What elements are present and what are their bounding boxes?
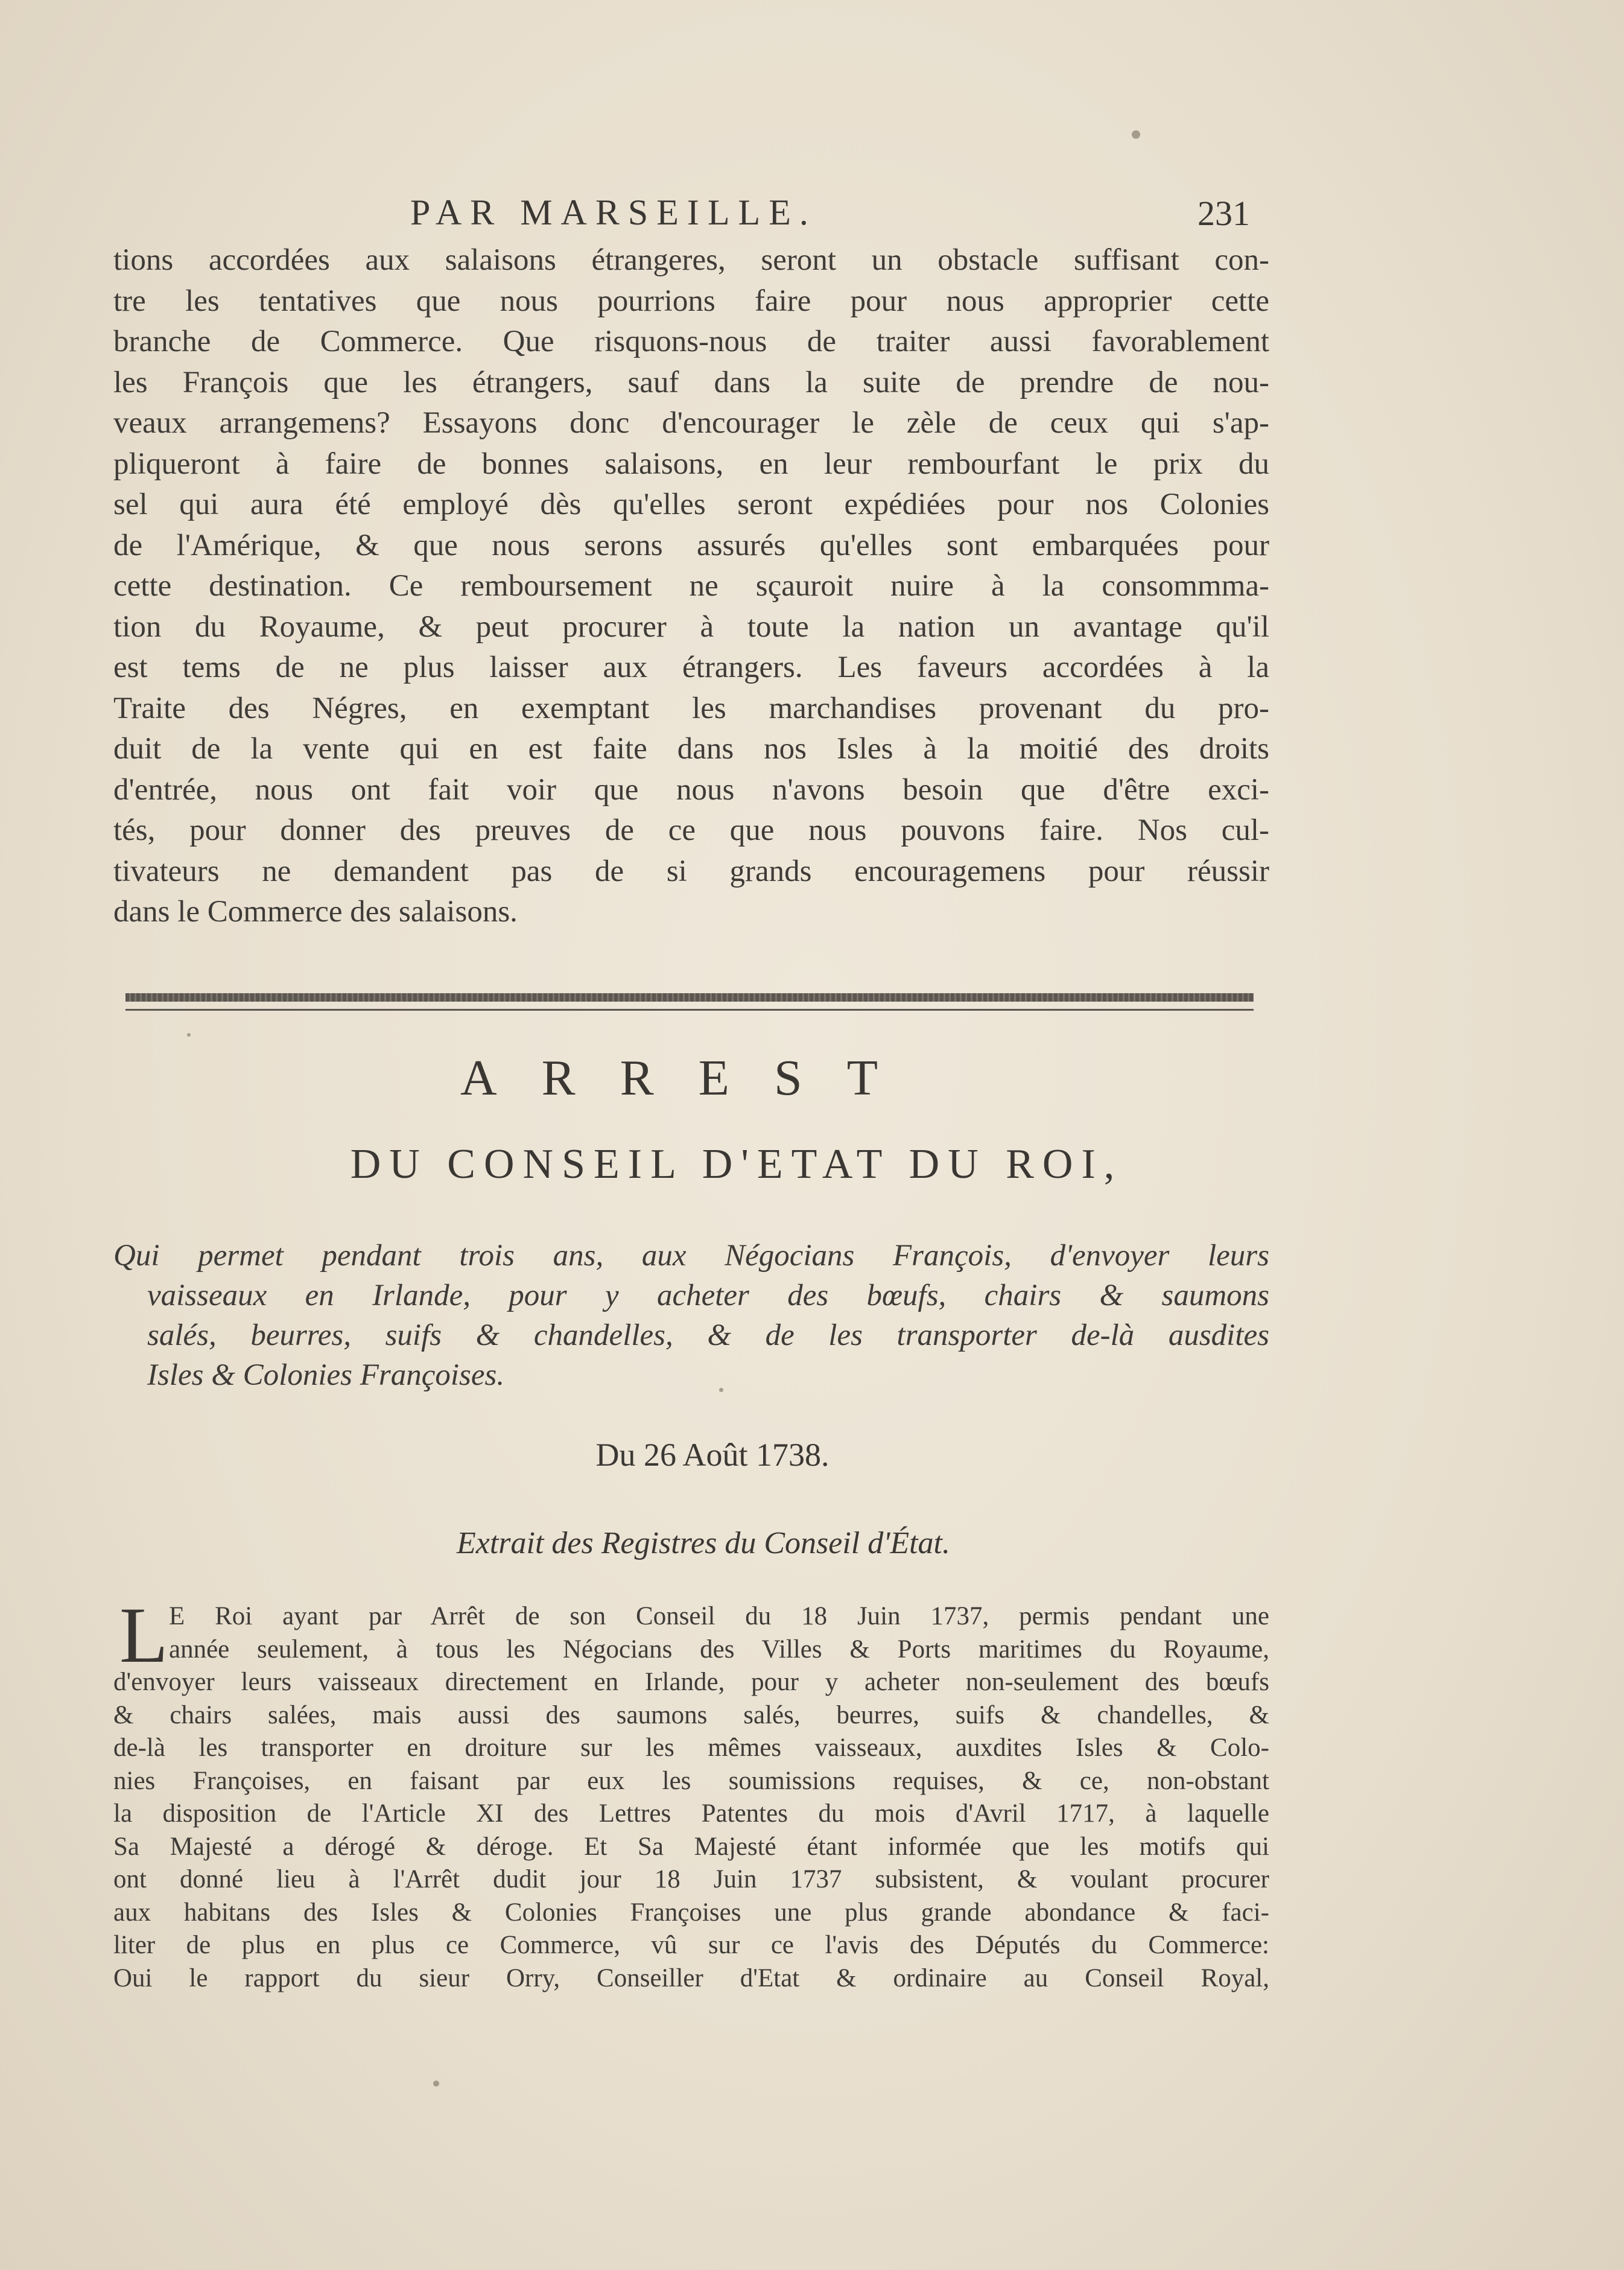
text-line: de l'Amérique, & que nous serons assurés qu'elles sont embarquées pour	[113, 528, 1269, 562]
ornamental-rule	[125, 993, 1254, 1002]
text-line: est tems de ne plus laisser aux étrangers. Les faveurs accordées à la	[113, 650, 1269, 684]
text-line: sel qui aura été employé dès qu'elles seront expédiées pour nos Colonies	[113, 488, 1269, 521]
text-line: pliqueront à faire de bonnes salaisons, en leur rembourfant le prix du	[113, 447, 1269, 481]
decree-paragraph	[113, 1591, 1269, 1995]
text-line: tés, pour donner des preuves de ce que nous pouvons faire. Nos cul-	[113, 813, 1269, 847]
paper-speck	[187, 1033, 191, 1037]
text-line: les François que les étrangers, sauf dans la suite de prendre de nou-	[113, 365, 1269, 399]
decree-line: E Roi ayant par Arrêt de son Conseil du 18 Juin 1737, permis pendant une	[169, 1602, 1269, 1630]
continuation-paragraph	[113, 240, 1269, 933]
summary-line: Isles & Colonies Françoises.	[147, 1358, 505, 1392]
drop-cap: L	[119, 1591, 168, 1679]
text-line: tion du Royaume, & peut procurer à toute la nation un avantage qu'il	[113, 609, 1269, 644]
decree-line: d'envoyer leurs vaisseaux directement en Irlande, pour y acheter non-seulement des bœufs	[113, 1668, 1269, 1696]
summary-line: vaisseaux en Irlande, pour y acheter des bœufs, chairs & saumons	[147, 1279, 1269, 1312]
running-head: PAR MARSEILLE.	[410, 192, 817, 232]
extract-heading: Extrait des Registres du Conseil d'État.	[456, 1526, 950, 1560]
decree-line: aux habitans des Isles & Colonies Françoises une plus grande abondance & faci-	[113, 1898, 1269, 1927]
text-line: cette destination. Ce remboursement ne sçauroit nuire à la consommma-	[113, 569, 1269, 603]
paper-speck	[1132, 130, 1140, 139]
decree-line: ont donné lieu à l'Arrêt dudit jour 18 Juin 1737 subsistent, & voulant procurer	[113, 1865, 1269, 1893]
decree-line: & chairs salées, mais aussi des saumons salés, beurres, suifs & chandelles, &	[113, 1700, 1269, 1729]
decree-line: de-là les transporter en droiture sur les mêmes vaisseaux, auxdites Isles & Colo-	[113, 1734, 1269, 1762]
decree-line: Oui le rapport du sieur Orry, Conseiller d'Etat & ordinaire au Conseil Royal,	[113, 1963, 1269, 1992]
arrest-subtitle: DU CONSEIL D'ETAT DU ROI,	[350, 1141, 1123, 1187]
page-number: 231	[1197, 194, 1250, 233]
thin-rule	[125, 1009, 1254, 1011]
decree-line: Sa Majesté a dérogé & déroge. Et Sa Majesté étant informée que les motifs qui	[113, 1832, 1269, 1861]
text-line: dans le Commerce des salaisons.	[113, 895, 518, 929]
text-line: tions accordées aux salaisons étrangeres, seront un obstacle suffisant con-	[113, 243, 1269, 277]
text-line: d'entrée, nous ont fait voir que nous n'avons besoin que d'être exci-	[113, 772, 1269, 807]
decree-line: année seulement, à tous les Négocians des Villes & Ports maritimes du Royaume,	[169, 1635, 1269, 1664]
text-line: tivateurs ne demandent pas de si grands encouragemens pour réussir	[113, 854, 1269, 888]
decree-line: liter de plus en plus ce Commerce, vû sur ce l'avis des Députés du Commerce:	[113, 1931, 1269, 1959]
text-line: veaux arrangemens? Essayons donc d'encourager le zèle de ceux qui s'ap-	[113, 406, 1269, 440]
text-line: tre les tentatives que nous pourrions faire pour nous approprier cette	[113, 284, 1269, 318]
decree-line: nies Françoises, en faisant par eux les soumissions requises, & ce, non-obstant	[113, 1766, 1269, 1795]
text-line: branche de Commerce. Que risquons-nous de traiter aussi favorablement	[113, 325, 1269, 358]
text-line: Traite des Négres, en exemptant les marchandises provenant du pro-	[113, 691, 1269, 725]
paper-speck	[433, 2081, 439, 2087]
arrest-title: ARREST	[460, 1050, 923, 1106]
decree-line: la disposition de l'Article XI des Lettres Patentes du mois d'Avril 1717, à laquelle	[113, 1799, 1269, 1828]
arrest-summary	[113, 1236, 1269, 1395]
text-line: duit de la vente qui en est faite dans nos Isles à la moitié des droits	[113, 732, 1269, 766]
decree-date: Du 26 Août 1738.	[595, 1437, 829, 1473]
summary-line: Qui permet pendant trois ans, aux Négocians François, d'envoyer leurs	[113, 1239, 1269, 1273]
summary-line: salés, beurres, suifs & chandelles, & de les transporter de-là ausdites	[147, 1318, 1269, 1352]
